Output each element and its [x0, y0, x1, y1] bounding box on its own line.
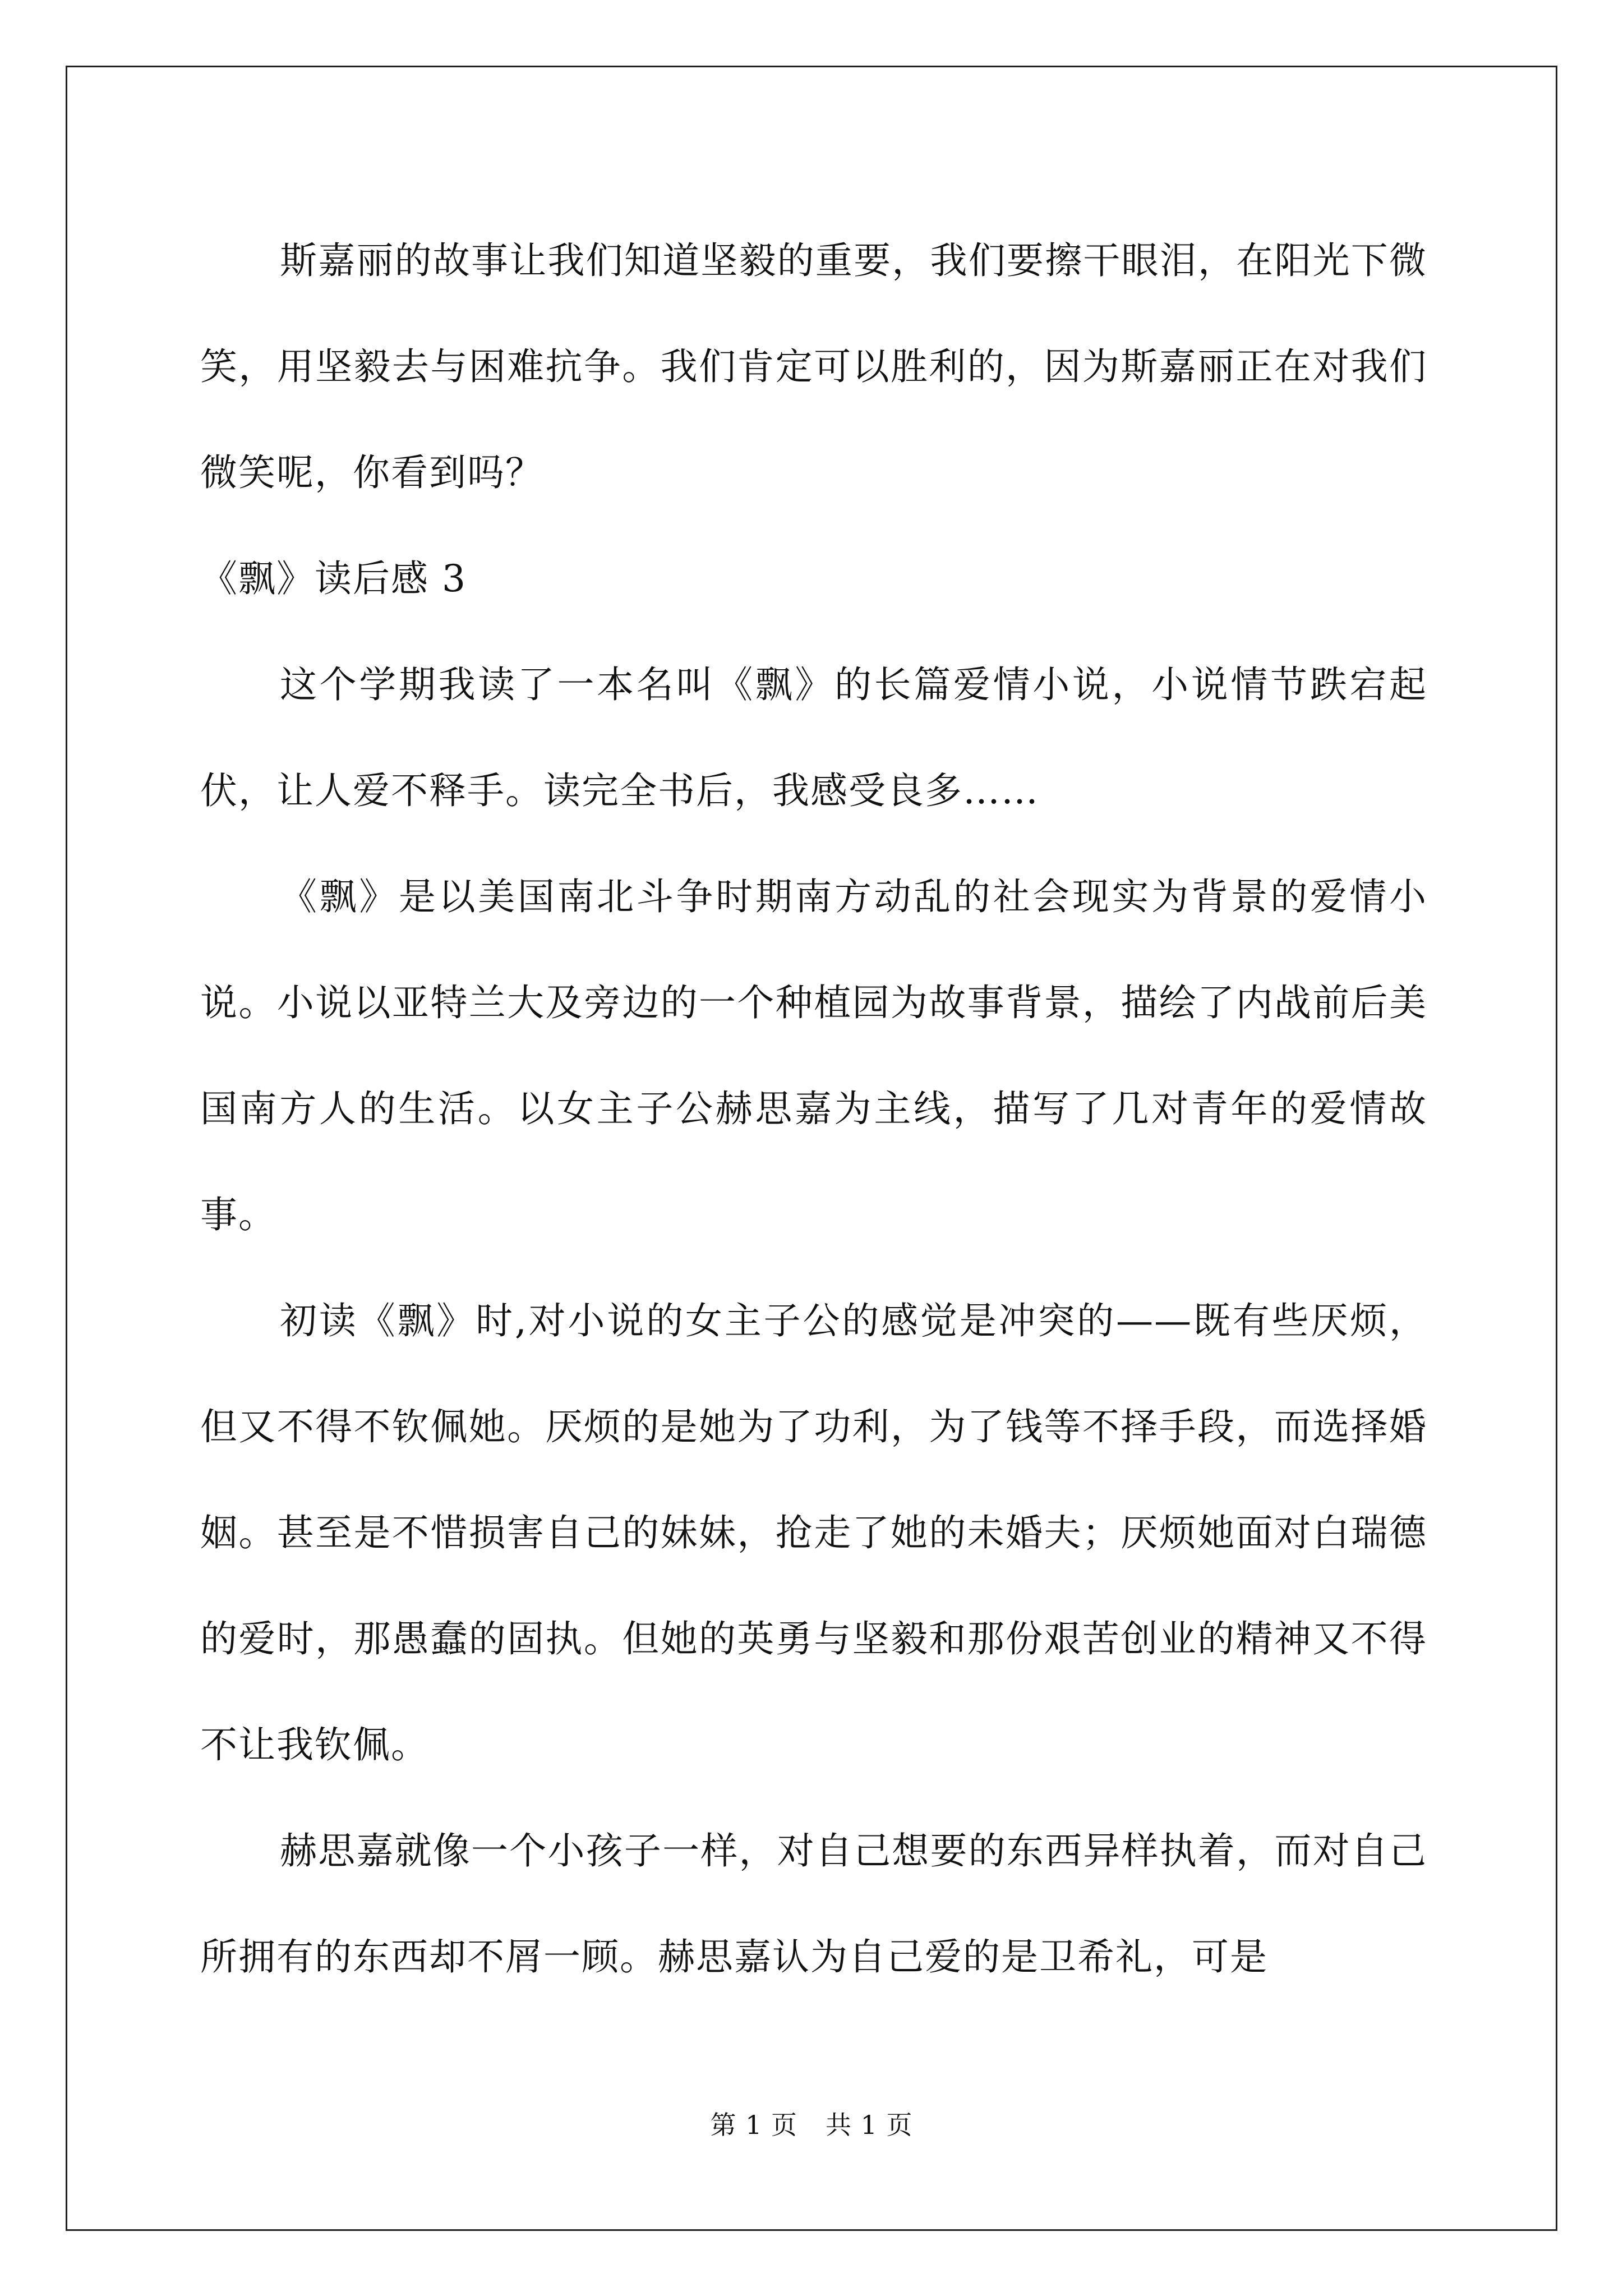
paragraph-2: 这个学期我读了一本名叫《飘》的长篇爱情小说，小说情节跌宕起伏，让人爱不释手。读完全书后，我感受良多……	[200, 663, 1427, 812]
paragraph-5: 赫思嘉就像一个小孩子一样，对自己想要的东西异样执着，而对自己所拥有的东西却不屑一顾。赫思嘉认为自己爱的是卫希礼，可是	[200, 1829, 1427, 1978]
section-heading: 《飘》读后感 3	[200, 557, 467, 600]
paragraph-3: 《飘》是以美国南北斗争时期南方动乱的社会现实为背景的爱情小说。小说以亚特兰大及旁边的一个种植园为故事背景，描绘了内战前后美国南方人的生活。以女主子公赫思嘉为主线，描写了几对青年的爱情故事。	[200, 875, 1427, 1236]
document-body	[200, 208, 1427, 2010]
page-number-current: 第 1 页	[710, 2110, 797, 2140]
paragraph-4: 初读《飘》时,对小说的女主子公的感觉是冲突的——既有些厌烦，但又不得不钦佩她。厌烦的是她为了功利，为了钱等不择手段，而选择婚姻。甚至是不惜损害自己的妹妹，抢走了她的未婚夫；厌烦她面对白瑞德的爱时，那愚蠢的固执。但她的英勇与坚毅和那份艰苦创业的精神又不得不让我钦佩。	[200, 1299, 1427, 1766]
paragraph-1: 斯嘉丽的故事让我们知道坚毅的重要，我们要擦干眼泪，在阳光下微笑，用坚毅去与困难抗争。我们肯定可以胜利的，因为斯嘉丽正在对我们微笑呢，你看到吗？	[200, 239, 1427, 494]
page-number-total: 共 1 页	[826, 2110, 913, 2140]
page-footer	[0, 2105, 1623, 2142]
